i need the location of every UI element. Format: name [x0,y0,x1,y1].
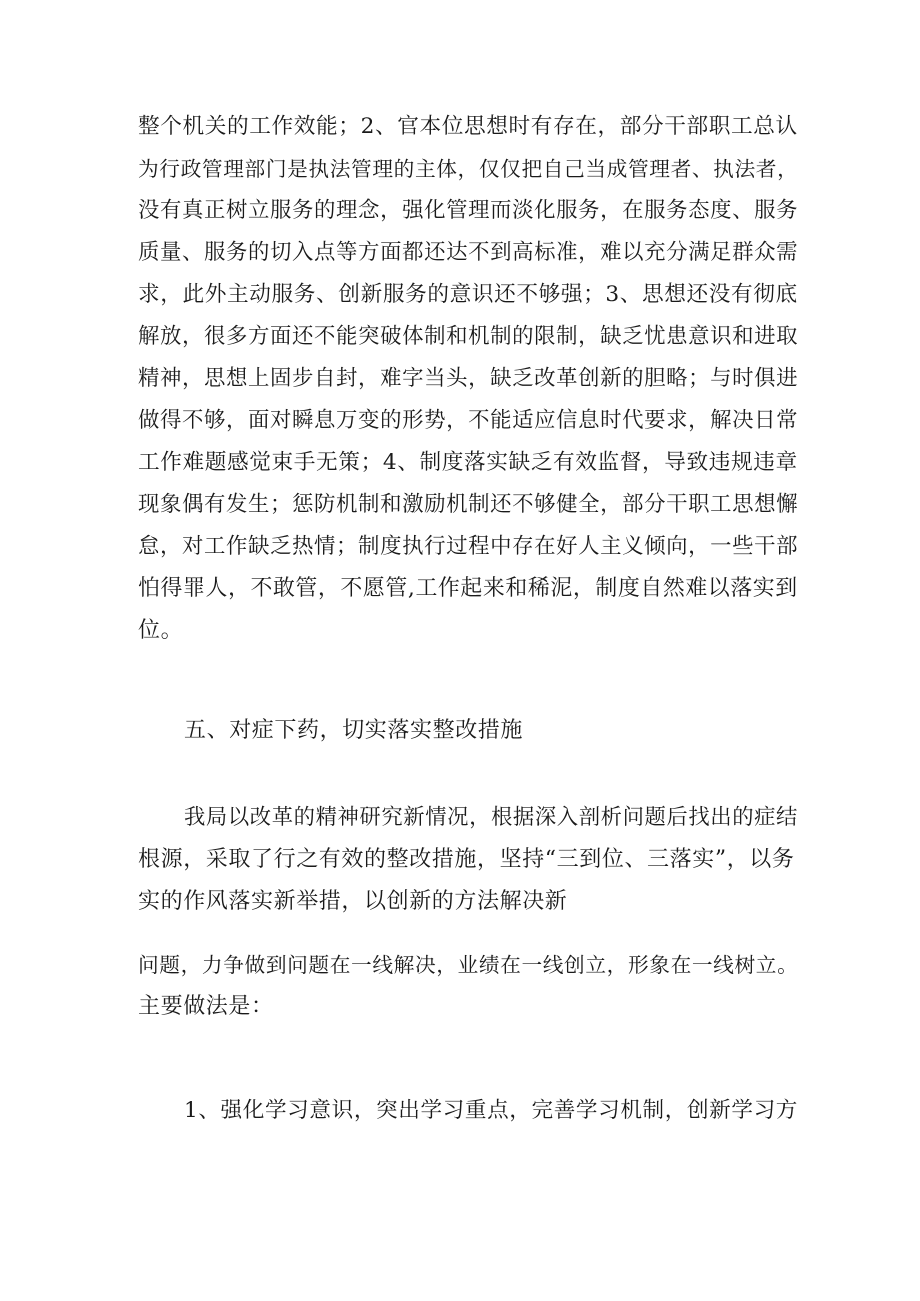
paragraph-measures-continued [138,944,798,1028]
text-line: 为行政管理部门是执法管理的主体，仅仅把自己当成管理者、执法者， [138,157,799,181]
text-line: 怕得罪人，不敢管，不愿管,工作起来和稀泥，制度自然难以落实到 [138,576,798,601]
text-line: 主要做法是： [138,994,274,1019]
text-line: 质量、服务的切入点等方面都还达不到高标准，难以充分满足群众需 [138,240,799,265]
paragraph-item-1 [138,1090,798,1132]
text-line: 整个机关的工作效能；2、官本位思想时有存在，部分干部职工总认 [138,114,798,139]
text-line: 1、强化学习意识，突出学习重点，完善学习机制，创新学习方 [184,1098,798,1123]
text-line: 根源，采取了行之有效的整改措施，坚持“三到位、三落实”，以务 [138,847,795,872]
text-line: 做得不够，面对瞬息万变的形势，不能适应信息时代要求，解决日常 [138,408,799,433]
text-line: 工作难题感觉束手无策；4、制度落实缺乏有效监督，导致违规违章 [138,450,798,475]
text-line: 精神，思想上固步自封，难字当头，缺乏改革创新的胆略；与时俱进 [138,366,799,391]
section-heading: 五、对症下药，切实落实整改措施 [184,718,524,743]
text-line: 我局以改革的精神研究新情况，根据深入剖析问题后找出的症结 [184,805,798,830]
text-line: 解放，很多方面还不能突破体制和机制的限制，缺乏忧患意识和进取 [138,324,799,349]
text-line: 没有真正树立服务的理念，强化管理而淡化服务，在服务态度、服务 [138,198,799,223]
text-line: 实的作风落实新举措，以创新的方法解决新 [138,889,568,914]
text-line: 问题，力争做到问题在一线解决，业绩在一线创立，形象在一线树立。 [138,953,799,977]
paragraph-measures-intro [138,797,798,923]
text-line: 求，此外主动服务、创新服务的意识还不够强；3、思想还没有彻底 [138,282,798,307]
text-line: 怠，对工作缺乏热情；制度执行过程中存在好人主义倾向，一些干部 [138,534,799,559]
text-line: 位。 [138,618,184,643]
paragraph-problems [138,106,798,652]
text-line: 现象偶有发生；惩防机制和激励机制还不够健全，部分干职工思想懈 [138,492,799,517]
